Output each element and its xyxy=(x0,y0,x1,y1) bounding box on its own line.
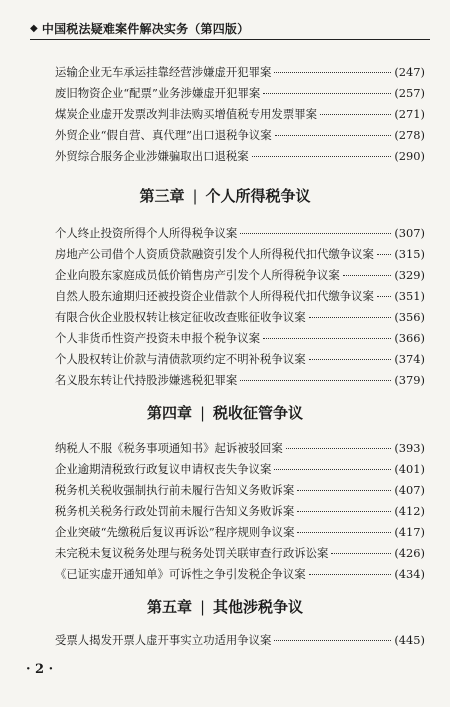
dot-leader xyxy=(331,553,391,554)
dot-leader xyxy=(275,135,392,136)
toc-entry[interactable] xyxy=(55,545,425,561)
entry-title: 受票人揭发开票人虚开事实立功适用争议案 xyxy=(55,633,272,647)
chapter-separator: | xyxy=(192,187,198,205)
entry-title: 运输企业无车承运挂靠经营涉嫌虚开犯罪案 xyxy=(55,65,272,79)
entry-page: (351) xyxy=(394,289,425,303)
entry-page: (278) xyxy=(394,128,425,142)
chapter-separator: | xyxy=(199,404,206,422)
dot-leader xyxy=(309,574,392,575)
toc-entry[interactable] xyxy=(55,482,425,498)
dot-leader xyxy=(297,490,391,491)
dot-leader xyxy=(297,532,391,533)
entry-page: (401) xyxy=(394,462,425,476)
entry-title: 自然人股东逾期归还被投资企业借款个人所得税代扣代缴争议案 xyxy=(55,289,374,303)
book-title: 中国税法疑难案件解决实务（第四版） xyxy=(41,22,250,36)
page-number: · 2 · xyxy=(26,662,54,677)
entry-page: (247) xyxy=(394,65,425,79)
dot-leader xyxy=(343,275,392,276)
dot-leader xyxy=(274,640,391,641)
toc-entry[interactable] xyxy=(55,127,425,143)
chapter-title: 税收征管争议 xyxy=(213,404,304,422)
dot-leader xyxy=(309,317,392,318)
chapter-title: 其他涉税争议 xyxy=(213,598,304,616)
chapter-separator: | xyxy=(199,598,206,616)
entry-page: (379) xyxy=(394,373,425,387)
toc-entry[interactable] xyxy=(55,503,425,519)
chapter-number: 第五章 xyxy=(146,598,192,616)
dot-leader xyxy=(309,359,392,360)
toc-entry[interactable] xyxy=(55,524,425,540)
dot-leader xyxy=(263,338,391,339)
dot-leader xyxy=(252,156,392,157)
toc-entry[interactable] xyxy=(55,85,425,101)
entry-title: 外贸企业“假自营、真代理”出口退税争议案 xyxy=(55,128,272,142)
entry-title: 企业向股东家庭成员低价销售房产引发个人所得税争议案 xyxy=(55,268,340,282)
entry-title: 《已证实虚开通知单》可诉性之争引发税企争议案 xyxy=(55,567,306,581)
toc-entry[interactable] xyxy=(55,372,425,388)
entry-page: (366) xyxy=(394,331,425,345)
toc-entry[interactable] xyxy=(55,106,425,122)
running-header xyxy=(30,20,430,37)
toc-entry[interactable] xyxy=(55,246,425,262)
chapter-number: 第四章 xyxy=(146,404,192,422)
toc-entry[interactable] xyxy=(55,461,425,477)
toc-entry[interactable] xyxy=(55,288,425,304)
toc-entry[interactable] xyxy=(55,225,425,241)
entry-title: 纳税人不服《税务事项通知书》起诉被驳回案 xyxy=(55,441,283,455)
chapter-title: 个人所得税争议 xyxy=(205,187,311,205)
entry-page: (393) xyxy=(394,441,425,455)
entry-title: 煤炭企业虚开发票改判非法购买增值税专用发票罪案 xyxy=(55,107,317,121)
entry-title: 房地产公司借个人资质贷款融资引发个人所得税代扣代缴争议案 xyxy=(55,247,374,261)
entry-title: 有限合伙企业股权转让核定征收改查账征收争议案 xyxy=(55,310,306,324)
entry-title: 未完税未复议税务处理与税务处罚关联审查行政诉讼案 xyxy=(55,546,329,560)
dot-leader xyxy=(286,448,392,449)
chapter-heading xyxy=(0,596,450,617)
entry-title: 企业突破“先缴税后复议再诉讼”程序规则争议案 xyxy=(55,525,295,539)
entry-page: (445) xyxy=(394,633,425,647)
header-divider xyxy=(30,39,430,40)
entry-title: 名义股东转让代持股涉嫌逃税犯罪案 xyxy=(55,373,238,387)
entry-title: 个人终止投资所得个人所得税争议案 xyxy=(55,226,238,240)
entry-title: 个人非货币性资产投资未申报个税争议案 xyxy=(55,331,261,345)
entry-title: 废旧物资企业“配票”业务涉嫌虚开犯罪案 xyxy=(55,86,261,100)
entry-page: (374) xyxy=(394,352,425,366)
entry-title: 个人股权转让价款与清债款项约定不明补税争议案 xyxy=(55,352,306,366)
entry-page: (356) xyxy=(394,310,425,324)
entry-page: (271) xyxy=(394,107,425,121)
dot-leader xyxy=(263,93,391,94)
entry-title: 税务机关税务行政处罚前未履行告知义务败诉案 xyxy=(55,504,295,518)
dot-leader xyxy=(274,72,391,73)
dot-leader xyxy=(377,254,391,255)
chapter-heading xyxy=(0,185,450,206)
entry-page: (329) xyxy=(394,268,425,282)
chapter-number: 第三章 xyxy=(139,187,185,205)
dot-leader xyxy=(240,380,391,381)
toc-entry[interactable] xyxy=(55,566,425,582)
entry-title: 外贸综合服务企业涉嫌骗取出口退税案 xyxy=(55,149,249,163)
chapter-heading xyxy=(0,402,450,423)
toc-entry[interactable] xyxy=(55,64,425,80)
entry-title: 企业逾期清税致行政复议申请权丧失争议案 xyxy=(55,462,272,476)
entry-page: (315) xyxy=(394,247,425,261)
dot-leader xyxy=(320,114,391,115)
dot-leader xyxy=(274,469,391,470)
dot-leader xyxy=(297,511,391,512)
toc-entry[interactable] xyxy=(55,330,425,346)
entry-page: (412) xyxy=(394,504,425,518)
entry-page: (290) xyxy=(394,149,425,163)
toc-entry[interactable] xyxy=(55,632,425,648)
toc-entry[interactable] xyxy=(55,267,425,283)
dot-leader xyxy=(240,233,391,234)
entry-page: (426) xyxy=(394,546,425,560)
dot-leader xyxy=(377,296,391,297)
entry-page: (417) xyxy=(394,525,425,539)
entry-page: (407) xyxy=(394,483,425,497)
toc-entry[interactable] xyxy=(55,309,425,325)
diamond-icon: ◆ xyxy=(30,23,38,34)
toc-entry[interactable] xyxy=(55,148,425,164)
entry-page: (257) xyxy=(394,86,425,100)
toc-entry[interactable] xyxy=(55,440,425,456)
entry-title: 税务机关税收强制执行前未履行告知义务败诉案 xyxy=(55,483,295,497)
entry-page: (434) xyxy=(394,567,425,581)
toc-entry[interactable] xyxy=(55,351,425,367)
entry-page: (307) xyxy=(394,226,425,240)
